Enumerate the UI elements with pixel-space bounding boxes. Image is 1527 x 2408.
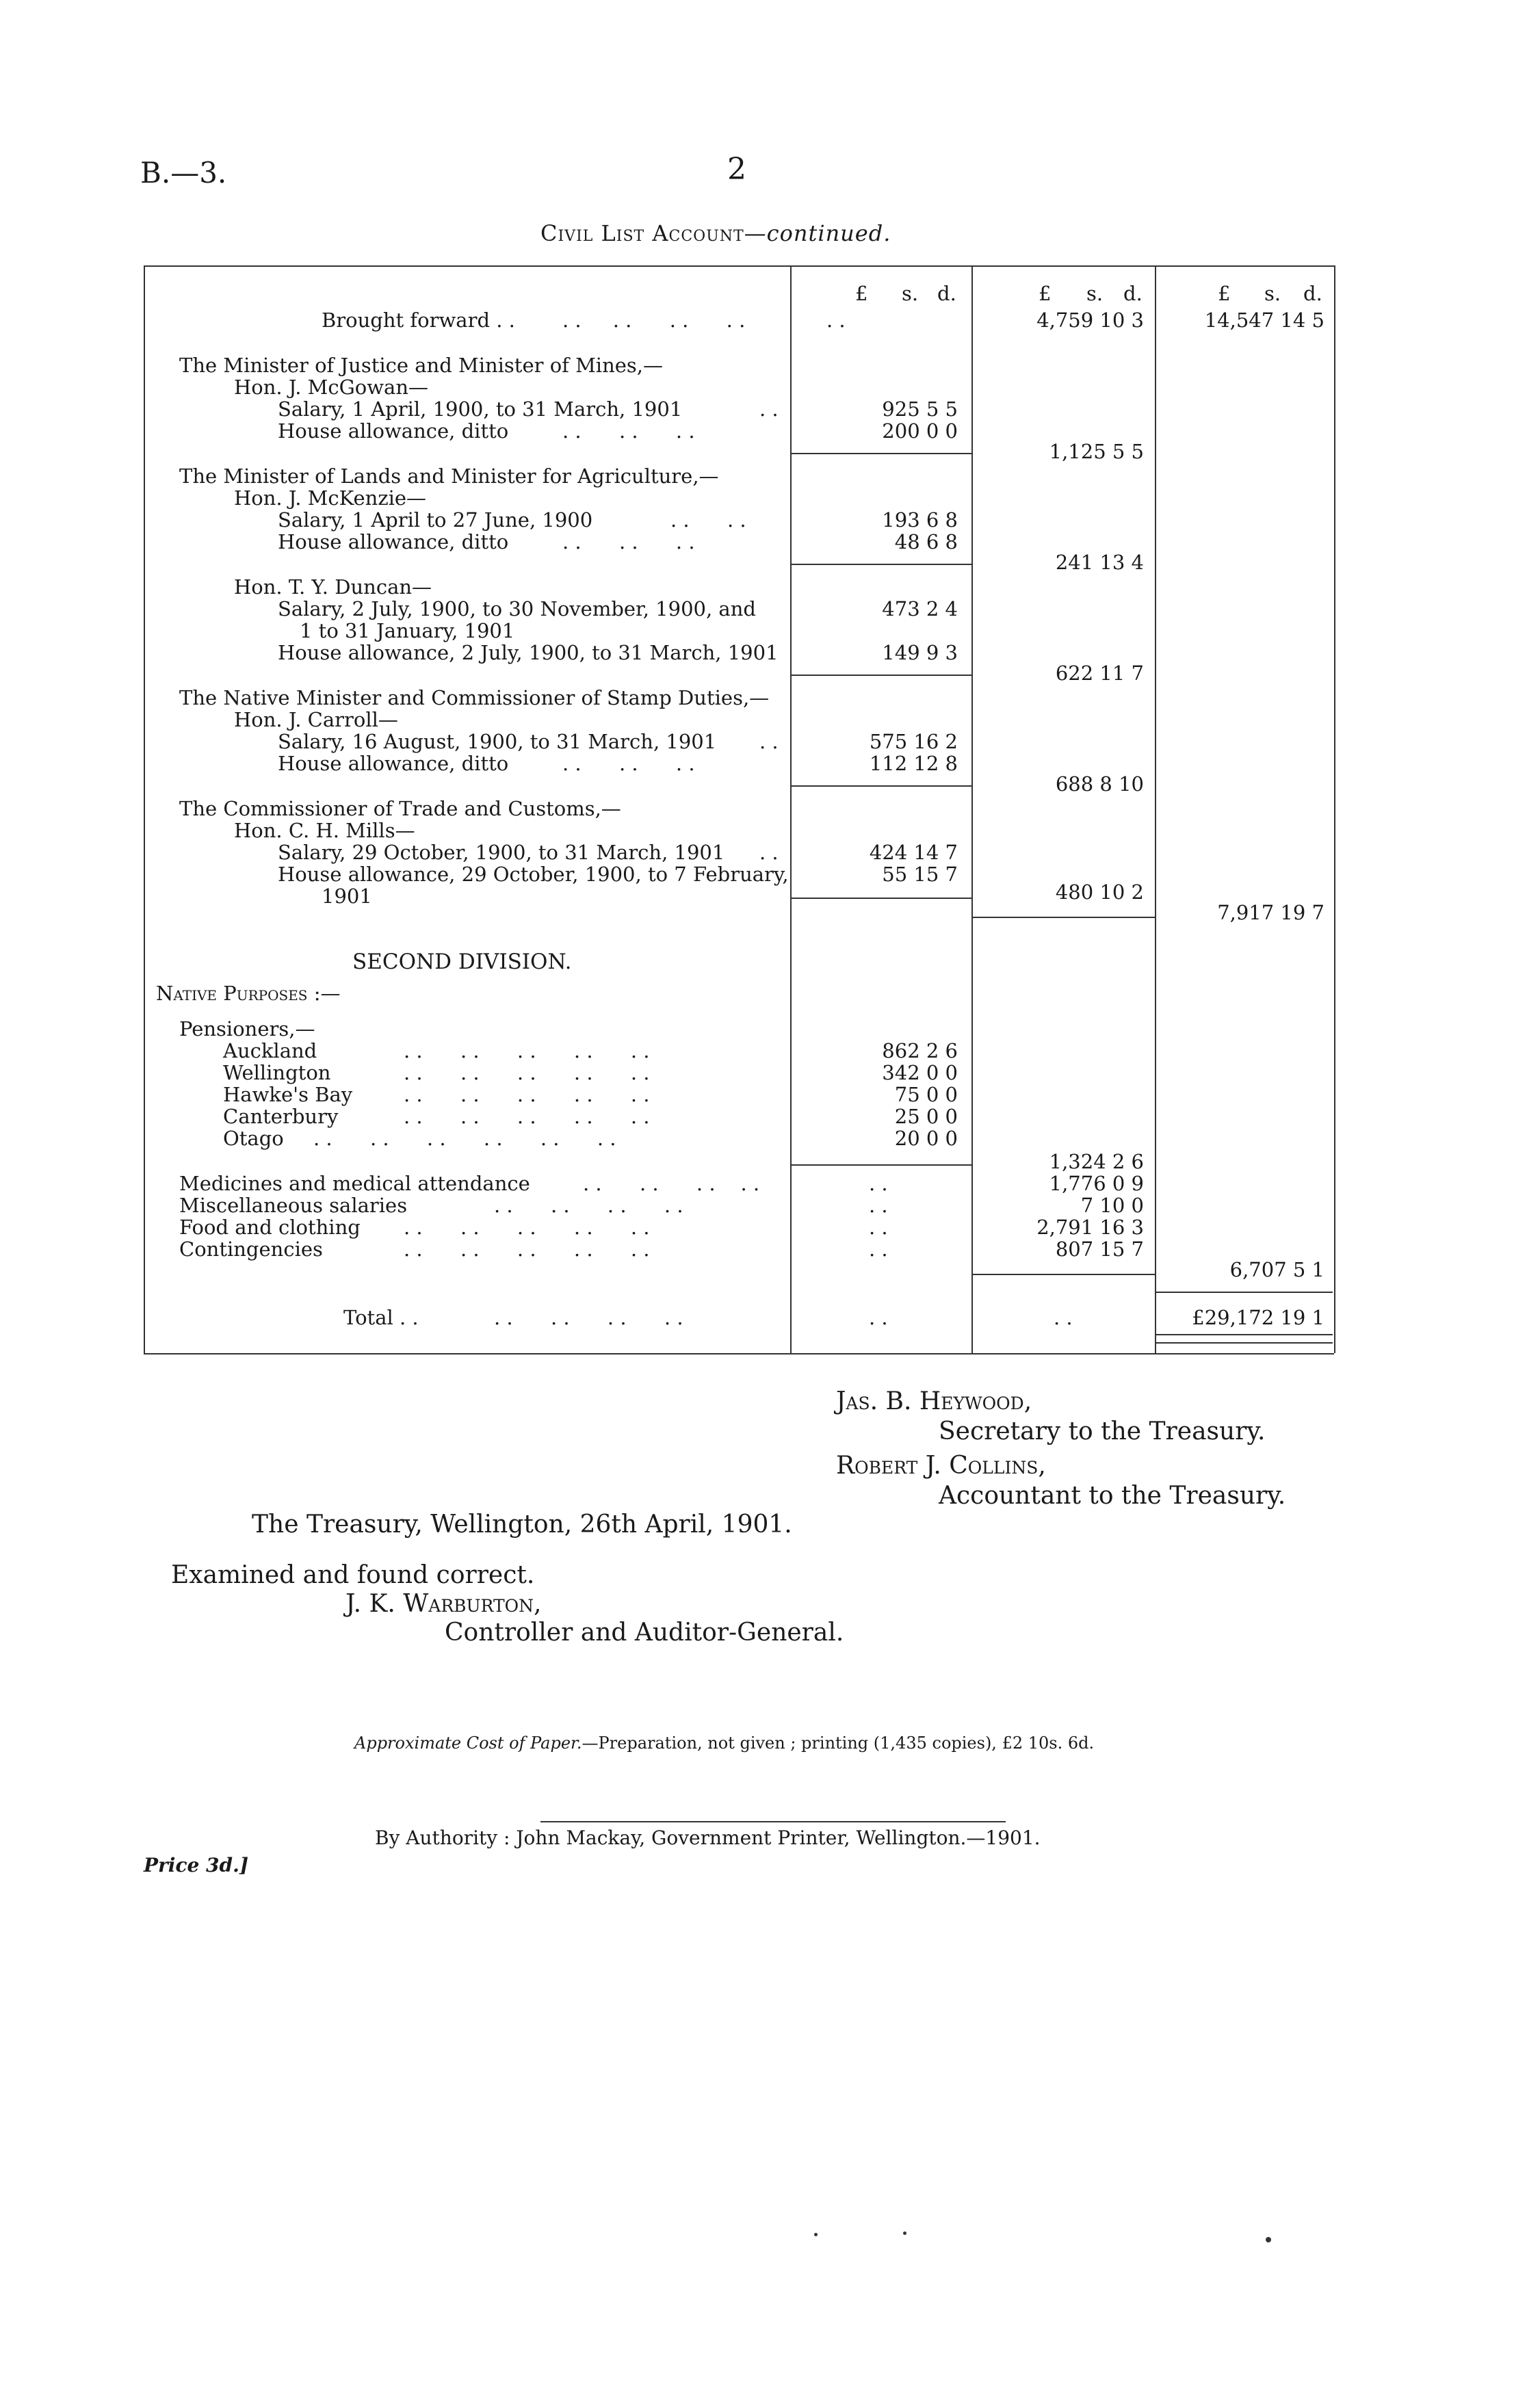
leader-dots: . . . . . . . . [494,1306,683,1329]
document-reference: B.—3. [140,156,227,189]
cost-note [354,1733,1094,1753]
line-c1: 200 0 0 [882,419,958,443]
leader-dots: . . [759,841,779,864]
line-c1: 48 6 8 [894,530,958,553]
pensioner-label: Otago [223,1127,284,1150]
other-label: Contingencies [179,1238,323,1261]
leader-dots: . . . . . . . . . . [404,1039,650,1062]
subtotal-rule [971,1274,1155,1275]
second-division-title: SECOND DIVISION. [352,950,572,974]
line-label: Salary, 1 April to 27 June, 1900 [278,508,593,532]
pensioner-c1: 342 0 0 [882,1061,958,1084]
brought-forward-label: Brought forward . . [322,309,515,332]
brought-forward-c1: . . [826,309,846,332]
native-purposes-heading: Native Purposes :— [156,982,341,1005]
subtotal-rule [790,675,971,676]
other-c2: 2,791 16 3 [1036,1216,1144,1239]
subtotal-rule [790,1164,971,1166]
examined-note: Examined and found correct. [171,1561,535,1589]
other-c2: 7 10 0 [1080,1194,1144,1217]
second-division-total: 6,707 5 1 [1229,1258,1324,1281]
line-label: Salary, 16 August, 1900, to 31 March, 1901 [278,730,717,753]
leader-dots: . . . . . . . . [583,1172,760,1195]
auditor-name: J. K. Warburton, [345,1590,542,1618]
leader-dots: . . [759,397,779,421]
section-subtotal: 241 13 4 [1055,551,1144,574]
title-main: Civil List Account [540,220,744,246]
subtotal-rule [790,453,971,454]
section-subtotal: 688 8 10 [1055,772,1144,796]
pensioners-subtotal: 1,324 2 6 [1049,1150,1144,1173]
line-c1: 424 14 7 [869,841,958,864]
place-date: The Treasury, Wellington, 26th April, 1901. [252,1510,792,1539]
section-person: Hon. T. Y. Duncan— [234,575,432,599]
signatory-1-title: Secretary to the Treasury. [939,1417,1266,1445]
grand-total: £29,172 19 1 [1192,1306,1324,1329]
section-person: Hon. J. McKenzie— [234,486,427,510]
other-c1: . . [869,1216,888,1239]
other-label: Medicines and medical attendance [179,1172,530,1195]
leader-dots: . . . . . . . . [562,309,746,332]
leader-dots: . . . . . . . . . . [404,1105,650,1128]
line-c1: 473 2 4 [882,597,958,620]
line-label: House allowance, ditto [278,752,509,775]
double-rule-top [1155,1334,1333,1335]
title-suffix: —continued. [744,220,891,246]
column-divider-2 [971,265,973,1353]
leader-dots: . . . . . . [562,530,695,553]
subtotal-rule [971,917,1155,918]
total-c1: . . [869,1306,888,1329]
line-label: Salary, 1 April, 1900, to 31 March, 1901 [278,397,683,421]
section-heading: The Native Minister and Commissioner of Stamp Duties,— [179,686,770,709]
leader-dots: . . . . . . . . . . . . [313,1127,616,1150]
section-subtotal: 1,125 5 5 [1049,440,1144,463]
column-divider-1 [790,265,792,1353]
pensioner-label: Auckland [223,1039,317,1062]
total-c2: . . [1054,1306,1073,1329]
cost-note-text: —Preparation, not given ; printing (1,435 copies), £2 10s. 6d. [582,1733,1095,1753]
line-label: House allowance, 29 October, 1900, to 7 February, [278,863,789,886]
section-heading: The Minister of Lands and Minister for Agriculture,— [179,464,719,488]
table-bottom-rule [144,1353,1334,1354]
c2-pence-header: d. [1123,282,1143,305]
auditor-title: Controller and Auditor-General. [445,1619,844,1647]
line-c1: 925 5 5 [882,397,958,421]
first-division-total: 7,917 19 7 [1217,901,1324,924]
other-label: Food and clothing [179,1216,361,1239]
line-label: 1 to 31 January, 1901 [300,619,515,642]
c3-shillings-header: s. [1264,282,1281,305]
section-subtotal: 622 11 7 [1055,662,1144,685]
pensioner-label: Hawke's Bay [223,1083,353,1106]
leader-dots: . . . . . . [562,419,695,443]
page-number: 2 [727,152,746,187]
other-c2: 807 15 7 [1055,1238,1144,1261]
c3-pence-header: d. [1303,282,1322,305]
leader-dots: . . [759,730,779,753]
page-title [540,220,891,246]
line-label: 1901 [322,885,372,908]
pensioner-label: Canterbury [223,1105,339,1128]
scan-speck [1266,2237,1271,2242]
column-divider-3 [1155,265,1156,1353]
scan-speck [903,2232,906,2235]
section-person: Hon. C. H. Mills— [234,819,415,842]
other-c1: . . [869,1172,888,1195]
line-label: House allowance, ditto [278,419,509,443]
c1-pounds-header: £ [855,282,868,305]
leader-dots: . . . . . . . . . . [404,1061,650,1084]
other-c2: 1,776 0 9 [1049,1172,1144,1195]
section-subtotal: 480 10 2 [1055,880,1144,904]
other-c1: . . [869,1194,888,1217]
pensioner-c1: 862 2 6 [882,1039,958,1062]
other-c1: . . [869,1238,888,1261]
section-person: Hon. J. Carroll— [234,708,398,731]
c1-pence-header: d. [937,282,956,305]
line-label: House allowance, ditto [278,530,509,553]
leader-dots: . . . . . . . . . . [404,1238,650,1261]
line-c1: 193 6 8 [882,508,958,532]
line-c1: 149 9 3 [882,641,958,664]
subtotal-rule [1155,1292,1333,1293]
double-rule-bottom [1155,1342,1333,1344]
pensioner-c1: 75 0 0 [894,1083,958,1106]
c2-shillings-header: s. [1086,282,1104,305]
leader-dots: . . . . [670,508,746,532]
line-c1: 575 16 2 [869,730,958,753]
leader-dots: . . . . . . . . . . [404,1216,650,1239]
c2-pounds-header: £ [1039,282,1052,305]
c1-shillings-header: s. [902,282,919,305]
leader-dots: . . . . . . . . [494,1194,683,1217]
brought-forward-c2: 4,759 10 3 [1036,309,1144,332]
subtotal-rule [790,898,971,899]
line-label: Salary, 29 October, 1900, to 31 March, 1901 [278,841,725,864]
c3-pounds-header: £ [1218,282,1231,305]
printer-imprint: By Authority : John Mackay, Government Printer, Wellington.—1901. [375,1827,1041,1849]
brought-forward-c3: 14,547 14 5 [1204,309,1324,332]
line-c1: 112 12 8 [869,752,958,775]
pensioner-c1: 25 0 0 [894,1105,958,1128]
other-label: Miscellaneous salaries [179,1194,408,1217]
leader-dots: . . . . . . . . . . [404,1083,650,1106]
line-label: House allowance, 2 July, 1900, to 31 March, 1901 [278,641,779,664]
section-person: Hon. J. McGowan— [234,376,429,399]
leader-dots: . . . . . . [562,752,695,775]
cost-note-label: Approximate Cost of Paper. [354,1733,582,1753]
price: Price 3d.] [144,1854,249,1876]
signatory-2-name: Robert J. Collins, [836,1452,1046,1480]
section-heading: The Commissioner of Trade and Customs,— [179,797,621,820]
scan-speck [814,2233,818,2236]
pensioners-heading: Pensioners,— [179,1017,315,1041]
section-heading: The Minister of Justice and Minister of Mines,— [179,354,664,377]
pensioner-c1: 20 0 0 [894,1127,958,1150]
line-label: Salary, 2 July, 1900, to 30 November, 1900, and [278,597,756,620]
subtotal-rule [790,785,971,787]
subtotal-rule [790,564,971,565]
total-label: Total . . [343,1306,419,1329]
footer-rule [540,1821,1006,1822]
signatory-2-title: Accountant to the Treasury. [939,1482,1286,1510]
pensioner-label: Wellington [223,1061,331,1084]
line-c1: 55 15 7 [882,863,958,886]
signatory-1-name: Jas. B. Heywood, [836,1387,1032,1415]
